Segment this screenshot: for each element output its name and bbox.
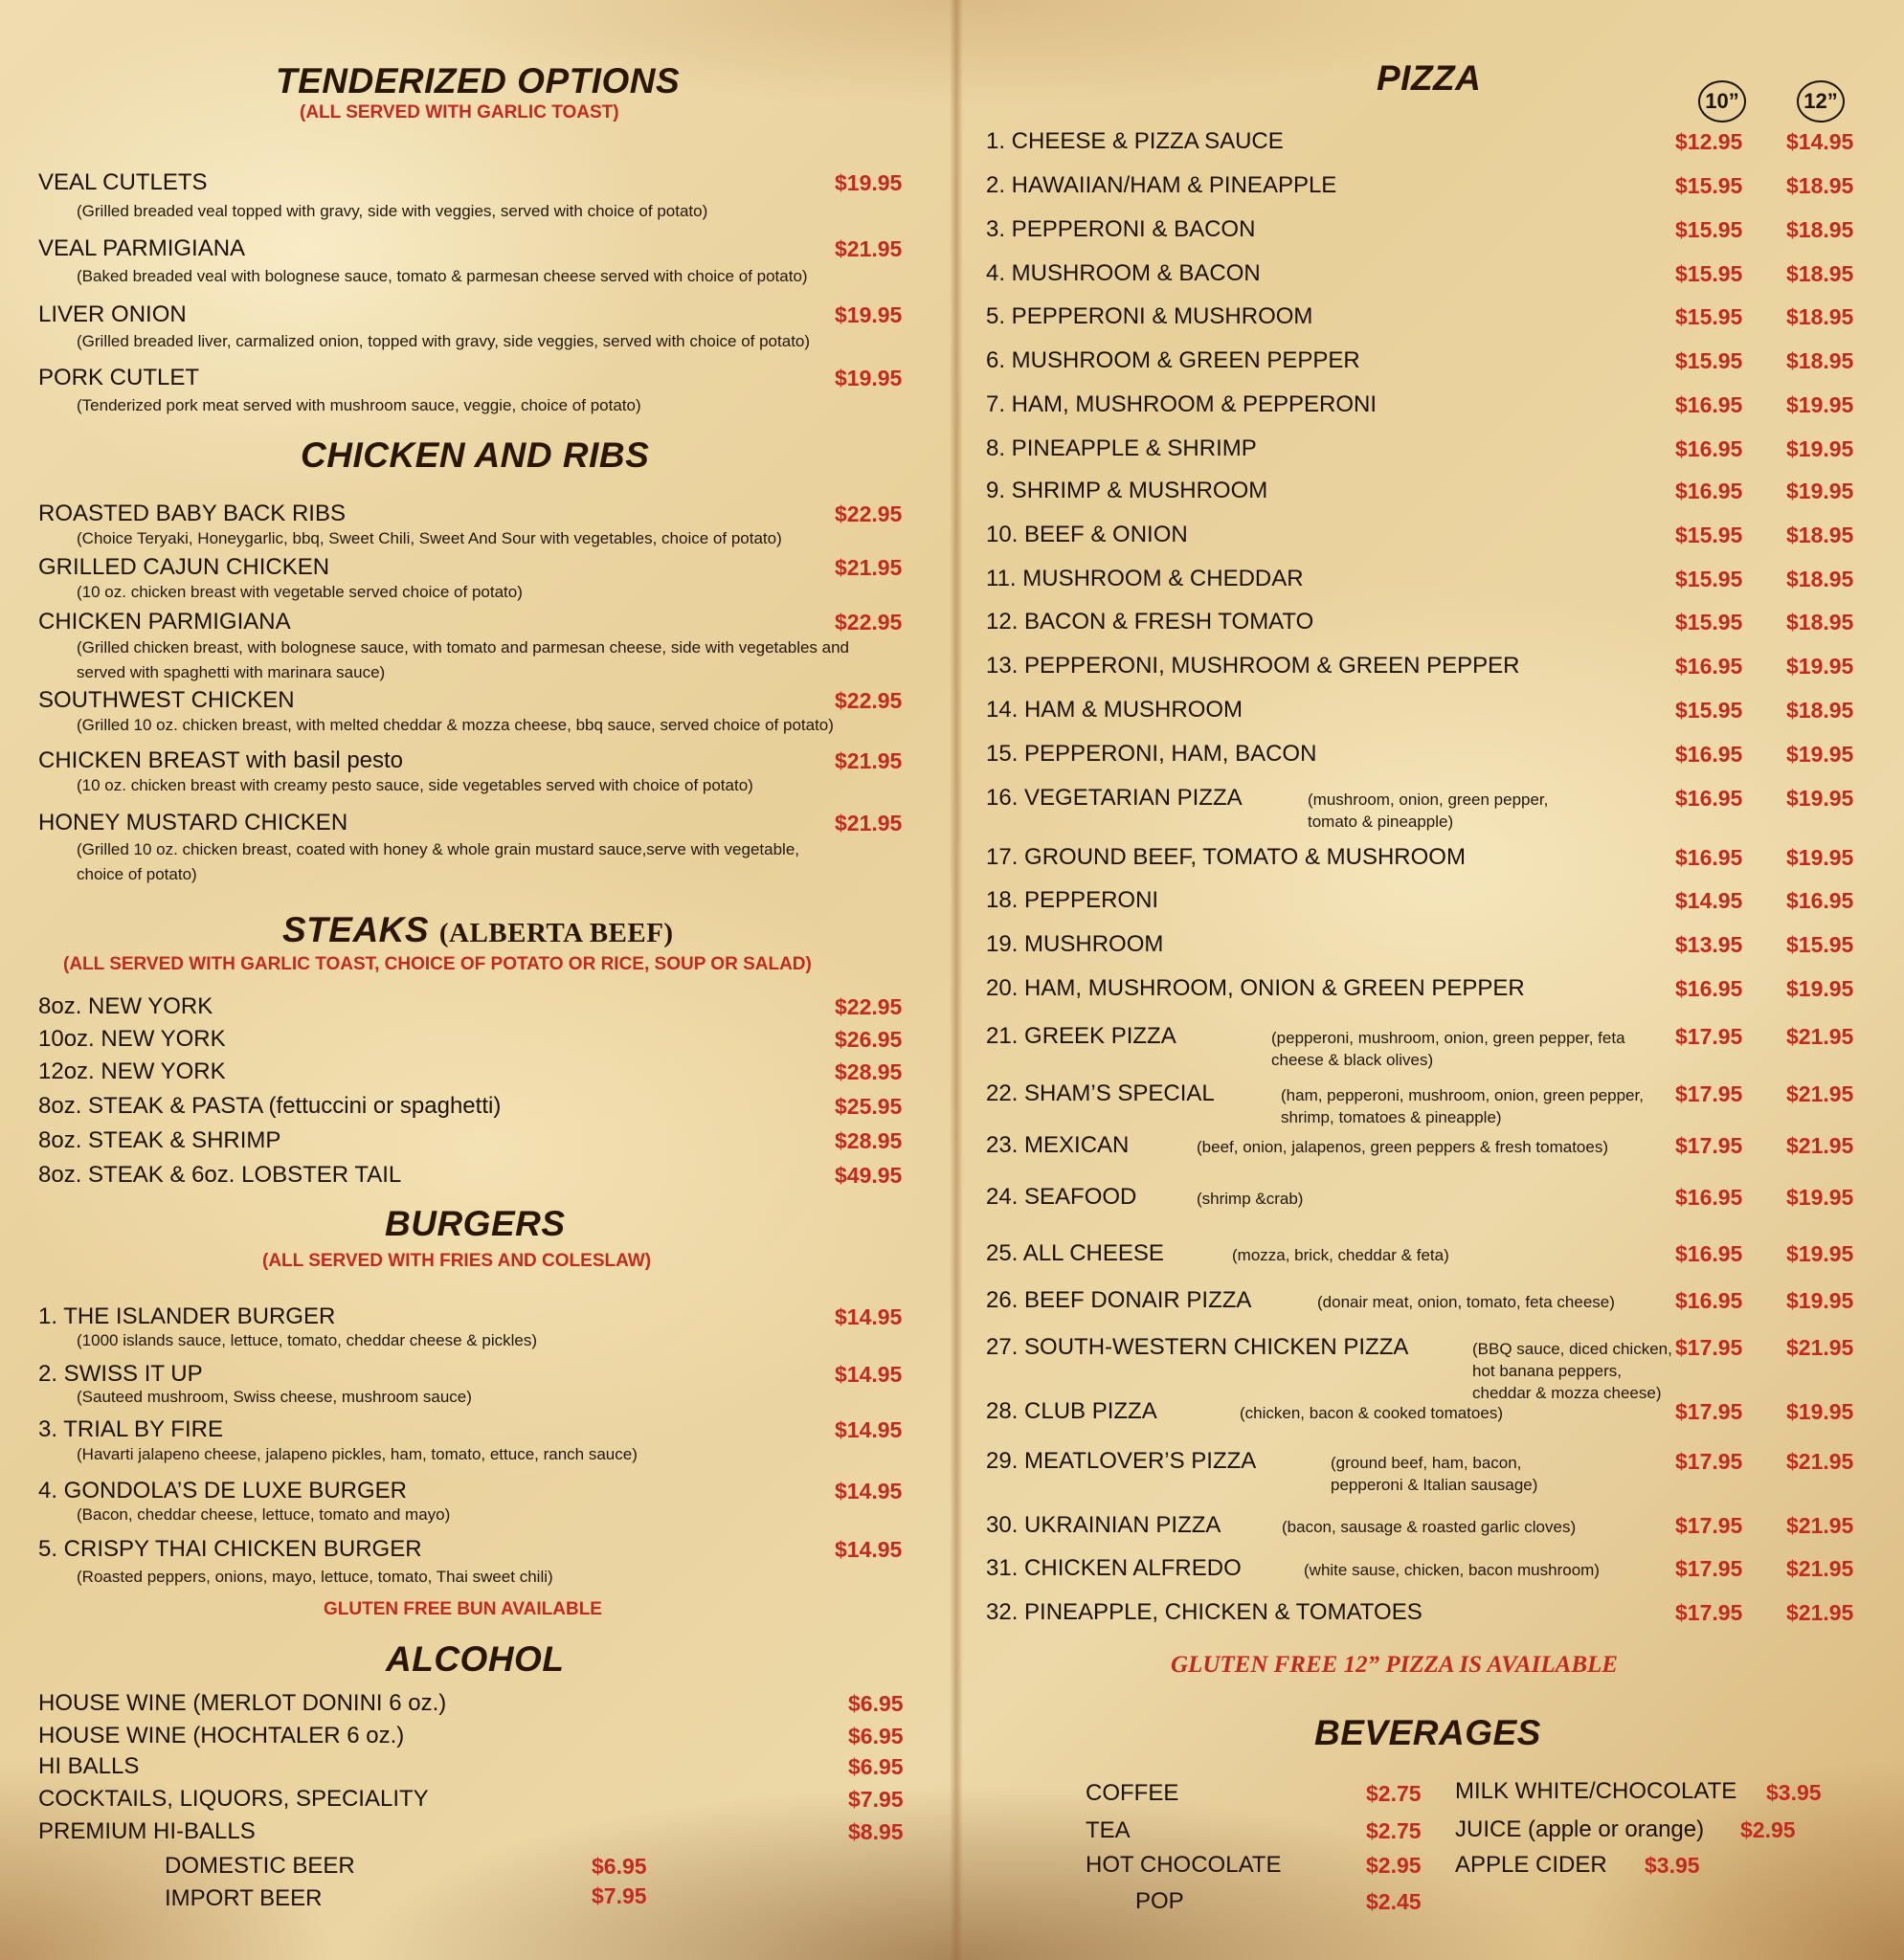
pizza-price-10: $16.95 <box>1675 479 1743 503</box>
pizza-price-12: $21.95 <box>1786 1335 1854 1360</box>
pizza-price-10: $17.95 <box>1675 1024 1743 1049</box>
pizza-price-10: $13.95 <box>1675 932 1743 957</box>
pizza-name: 8. PINEAPPLE & SHRIMP <box>986 435 1257 461</box>
beer-name: IMPORT BEER <box>165 1885 323 1911</box>
pizza-price-12: $21.95 <box>1786 1133 1854 1158</box>
pizza-price-10: $16.95 <box>1675 786 1743 811</box>
pizza-name: 24. SEAFOOD <box>986 1184 1137 1210</box>
menu-item-name: 8oz. STEAK & PASTA (fettuccini or spaghetti) <box>38 1093 502 1119</box>
pizza-price-10: $15.95 <box>1675 304 1743 329</box>
pizza-price-10: $15.95 <box>1675 610 1743 635</box>
section-title: TENDERIZED OPTIONS <box>276 61 681 100</box>
menu-item-desc: (Havarti jalapeno cheese, jalapeno pickles, ham, tomato, ettuce, ranch sauce) <box>77 1445 638 1463</box>
menu-item-desc: (Grilled 10 oz. chicken breast, with melted cheddar & mozza cheese, bbq sauce, served choice of potato) <box>77 716 834 734</box>
pizza-price-12: $18.95 <box>1786 523 1854 547</box>
beer-price: $7.95 <box>592 1883 647 1908</box>
menu-item-desc: (10 oz. chicken breast with vegetable served choice of potato) <box>77 583 523 601</box>
pizza-price-10: $15.95 <box>1675 348 1743 373</box>
menu-item-price: $22.95 <box>835 501 903 526</box>
section-title: BEVERAGES <box>1314 1713 1541 1752</box>
pizza-price-12: $18.95 <box>1786 698 1854 723</box>
pizza-desc: (bacon, sausage & roasted garlic cloves) <box>1282 1518 1577 1536</box>
pizza-price-12: $19.95 <box>1786 1399 1854 1424</box>
menu-item-price: $49.95 <box>835 1163 903 1188</box>
pizza-price-10: $16.95 <box>1675 1288 1743 1313</box>
pizza-price-12: $21.95 <box>1786 1449 1854 1474</box>
beer-name: DOMESTIC BEER <box>165 1853 355 1879</box>
pizza-name: 10. BEEF & ONION <box>986 522 1188 547</box>
pizza-price-12: $19.95 <box>1786 654 1854 679</box>
pizza-name: 9. SHRIMP & MUSHROOM <box>986 478 1268 503</box>
pizza-desc: (mushroom, onion, green pepper, tomato & pineapple) <box>1308 791 1549 831</box>
pizza-desc: (beef, onion, jalapenos, green peppers & fresh tomatoes) <box>1197 1138 1608 1156</box>
menu-item-price: $22.95 <box>835 994 903 1019</box>
menu-item-price: $22.95 <box>835 688 903 713</box>
pizza-name: 22. SHAM’S SPECIAL <box>986 1080 1215 1106</box>
menu-item-name: 4. GONDOLA’S DE LUXE BURGER <box>38 1478 407 1503</box>
pizza-name: 7. HAM, MUSHROOM & PEPPERONI <box>986 391 1378 417</box>
pizza-price-10: $15.95 <box>1675 698 1743 723</box>
menu-item-price: $14.95 <box>835 1362 903 1387</box>
pizza-price-12: $18.95 <box>1786 304 1854 329</box>
pizza-price-10: $17.95 <box>1675 1081 1743 1106</box>
pizza-desc: (ham, pepperoni, mushroom, onion, green pepper, shrimp, tomatoes & pineapple) <box>1281 1086 1644 1126</box>
menu-item-desc: (Tenderized pork meat served with mushroom sauce, veggie, choice of potato) <box>77 396 641 414</box>
menu-item-name: 3. TRIAL BY FIRE <box>38 1416 223 1442</box>
menu-item-desc: (Grilled chicken breast, with bolognese sauce, with tomato and parmesan cheese, side with vegetables and served with spaghetti with marinara sauce) <box>77 638 850 681</box>
pizza-name: 15. PEPPERONI, HAM, BACON <box>986 741 1317 767</box>
pizza-price-10: $15.95 <box>1675 217 1743 242</box>
pizza-price-12: $19.95 <box>1786 845 1854 870</box>
pizza-price-12: $18.95 <box>1786 610 1854 635</box>
pizza-price-12: $18.95 <box>1786 217 1854 242</box>
pizza-price-12: $14.95 <box>1786 129 1854 154</box>
pizza-name: 14. HAM & MUSHROOM <box>986 697 1243 723</box>
pizza-price-10: $12.95 <box>1675 129 1743 154</box>
menu-item-price: $28.95 <box>835 1128 903 1153</box>
menu-item-desc: (Grilled breaded liver, carmalized onion, topped with gravy, side veggies, served with choice of potato) <box>77 332 811 350</box>
pizza-name: 25. ALL CHEESE <box>986 1240 1164 1266</box>
pizza-name: 20. HAM, MUSHROOM, ONION & GREEN PEPPER <box>986 975 1525 1001</box>
pizza-price-12: $18.95 <box>1786 567 1854 591</box>
beverage-price: $2.75 <box>1366 1818 1422 1843</box>
section-title: PIZZA <box>1377 58 1482 98</box>
menu-item-name: HOUSE WINE (MERLOT DONINI 6 oz.) <box>38 1690 447 1716</box>
menu-item-name: COCKTAILS, LIQUORS, SPECIALITY <box>38 1786 429 1812</box>
pizza-price-12: $21.95 <box>1786 1081 1854 1106</box>
menu-item-price: $8.95 <box>848 1819 904 1844</box>
menu-item-price: $21.95 <box>835 811 903 835</box>
pizza-price-12: $18.95 <box>1786 348 1854 373</box>
pizza-name: 27. SOUTH-WESTERN CHICKEN PIZZA <box>986 1334 1409 1360</box>
gluten-free-note: GLUTEN FREE BUN AVAILABLE <box>324 1599 602 1619</box>
beverage-name: POP <box>1135 1888 1184 1914</box>
menu-item-name: ROASTED BABY BACK RIBS <box>38 501 346 526</box>
menu-item-desc: (Roasted peppers, onions, mayo, lettuce, tomato, Thai sweet chili) <box>77 1568 553 1586</box>
pizza-name: 2. HAWAIIAN/HAM & PINEAPPLE <box>986 172 1337 198</box>
menu-item-name: GRILLED CAJUN CHICKEN <box>38 554 330 580</box>
menu-item-price: $14.95 <box>835 1417 903 1442</box>
section-subtitle: (ALL SERVED WITH GARLIC TOAST) <box>300 102 619 122</box>
pizza-price-12: $21.95 <box>1786 1600 1854 1625</box>
pizza-name: 13. PEPPERONI, MUSHROOM & GREEN PEPPER <box>986 653 1520 679</box>
menu-item-desc: (Baked breaded veal with bolognese sauce, tomato & parmesan cheese served with choice of potato) <box>77 267 808 285</box>
menu-item-price: $6.95 <box>848 1691 904 1716</box>
pizza-price-10: $15.95 <box>1675 567 1743 591</box>
pizza-name: 26. BEEF DONAIR PIZZA <box>986 1287 1252 1313</box>
pizza-price-12: $19.95 <box>1786 436 1854 461</box>
menu-item-name: 2. SWISS IT UP <box>38 1361 203 1387</box>
pizza-price-10: $17.95 <box>1675 1133 1743 1158</box>
menu-item-desc: (Grilled 10 oz. chicken breast, coated with honey & whole grain mustard sauce,serve with vegetable, choice of potato) <box>77 840 800 883</box>
pizza-name: 5. PEPPERONI & MUSHROOM <box>986 303 1313 329</box>
menu-item-price: $21.95 <box>835 555 903 580</box>
beverage-name: COFFEE <box>1086 1780 1179 1806</box>
pizza-price-10: $16.95 <box>1675 436 1743 461</box>
menu-item-price: $19.95 <box>835 302 903 327</box>
section-title: BURGERS <box>385 1204 566 1243</box>
pizza-desc: (ground beef, ham, bacon, pepperoni & Italian sausage) <box>1331 1454 1538 1494</box>
beverage-name: TEA <box>1086 1817 1131 1843</box>
gluten-free-pizza-note: GLUTEN FREE 12” PIZZA IS AVAILABLE <box>1171 1652 1618 1678</box>
pizza-price-12: $21.95 <box>1786 1024 1854 1049</box>
pizza-name: 12. BACON & FRESH TOMATO <box>986 609 1314 635</box>
pizza-price-10: $16.95 <box>1675 845 1743 870</box>
section-title: ALCOHOL <box>386 1639 565 1679</box>
pizza-price-10: $16.95 <box>1675 1241 1743 1266</box>
pizza-price-12: $19.95 <box>1786 392 1854 417</box>
menu-item-name: PORK CUTLET <box>38 365 200 390</box>
beverage-price: $3.95 <box>1766 1780 1822 1805</box>
beverage-price: $2.95 <box>1366 1853 1422 1878</box>
pizza-desc: (white sause, chicken, bacon mushroom) <box>1304 1561 1600 1579</box>
menu-item-price: $22.95 <box>835 610 903 635</box>
section-subtitle: (ALL SERVED WITH FRIES AND COLESLAW) <box>262 1251 652 1271</box>
beverage-name: JUICE (apple or orange) <box>1455 1816 1705 1842</box>
menu-item-name: VEAL CUTLETS <box>38 169 208 195</box>
menu-item-desc: (Grilled breaded veal topped with gravy, side with veggies, served with choice of potato) <box>77 202 708 220</box>
pizza-price-10: $16.95 <box>1675 654 1743 679</box>
beverage-price: $2.75 <box>1366 1781 1422 1806</box>
beverage-price: $2.45 <box>1366 1889 1422 1914</box>
pizza-price-12: $21.95 <box>1786 1513 1854 1538</box>
pizza-name: 4. MUSHROOM & BACON <box>986 260 1261 286</box>
menu-item-price: $19.95 <box>835 170 903 195</box>
pizza-price-12: $19.95 <box>1786 976 1854 1001</box>
menu-item-name: 8oz. STEAK & 6oz. LOBSTER TAIL <box>38 1162 402 1188</box>
pizza-price-12: $19.95 <box>1786 479 1854 503</box>
pizza-price-12: $19.95 <box>1786 1185 1854 1210</box>
menu-item-price: $21.95 <box>835 236 903 261</box>
pizza-name: 23. MEXICAN <box>986 1132 1130 1158</box>
menu-item-name: HI BALLS <box>38 1753 140 1779</box>
pizza-price-10: $17.95 <box>1675 1513 1743 1538</box>
pizza-name: 16. VEGETARIAN PIZZA <box>986 785 1243 811</box>
menu-item-desc: (1000 islands sauce, lettuce, tomato, cheddar cheese & pickles) <box>77 1331 537 1349</box>
pizza-desc: (mozza, brick, cheddar & feta) <box>1232 1246 1449 1264</box>
menu-item-name: HONEY MUSTARD CHICKEN <box>38 810 348 835</box>
menu-item-desc: (10 oz. chicken breast with creamy pesto sauce, side vegetables served with choice of potato) <box>77 776 753 794</box>
menu-item-price: $14.95 <box>835 1479 903 1503</box>
menu-item-price: $6.95 <box>848 1754 904 1779</box>
menu-item-name: 12oz. NEW YORK <box>38 1058 226 1084</box>
pizza-name: 21. GREEK PIZZA <box>986 1023 1176 1049</box>
menu-item-price: $21.95 <box>835 748 903 773</box>
beverage-price: $2.95 <box>1740 1817 1796 1842</box>
menu-item-name: CHICKEN BREAST with basil pesto <box>38 747 404 773</box>
menu-item-desc: (Bacon, cheddar cheese, lettuce, tomato and mayo) <box>77 1505 451 1524</box>
pizza-name: 17. GROUND BEEF, TOMATO & MUSHROOM <box>986 844 1466 870</box>
pizza-price-10: $17.95 <box>1675 1399 1743 1424</box>
pizza-price-10: $17.95 <box>1675 1335 1743 1360</box>
pizza-price-10: $15.95 <box>1675 261 1743 286</box>
menu-item-name: HOUSE WINE (HOCHTALER 6 oz.) <box>38 1723 405 1748</box>
pizza-price-10: $16.95 <box>1675 742 1743 767</box>
menu-item-price: $26.95 <box>835 1027 903 1052</box>
menu-item-price: $25.95 <box>835 1094 903 1119</box>
menu-item-price: $28.95 <box>835 1059 903 1084</box>
menu-item-name: VEAL PARMIGIANA <box>38 235 246 261</box>
pizza-desc: (chicken, bacon & cooked tomatoes) <box>1240 1404 1503 1422</box>
section-subtitle: (ALL SERVED WITH GARLIC TOAST, CHOICE OF POTATO OR RICE, SOUP OR SALAD) <box>63 954 812 974</box>
pizza-price-12: $19.95 <box>1786 1288 1854 1313</box>
pizza-name: 31. CHICKEN ALFREDO <box>986 1555 1242 1581</box>
menu-item-price: $14.95 <box>835 1304 903 1329</box>
pizza-desc: (shrimp &crab) <box>1197 1190 1304 1208</box>
pizza-name: 3. PEPPERONI & BACON <box>986 216 1256 242</box>
pizza-price-10: $16.95 <box>1675 392 1743 417</box>
menu-item-name: 1. THE ISLANDER BURGER <box>38 1303 336 1329</box>
section-title-main: STEAKS <box>282 910 430 949</box>
menu-item-name: CHICKEN PARMIGIANA <box>38 609 291 635</box>
menu-item-price: $7.95 <box>848 1787 904 1812</box>
pizza-price-10: $15.95 <box>1675 173 1743 198</box>
size-12-badge: 12” <box>1797 80 1845 122</box>
beverage-name: MILK WHITE/CHOCOLATE <box>1455 1778 1737 1804</box>
section-title: CHICKEN AND RIBS <box>301 435 650 475</box>
pizza-price-10: $17.95 <box>1675 1556 1743 1581</box>
pizza-price-10: $14.95 <box>1675 888 1743 913</box>
beer-price: $6.95 <box>592 1854 647 1879</box>
pizza-price-12: $19.95 <box>1786 1241 1854 1266</box>
pizza-price-12: $18.95 <box>1786 261 1854 286</box>
pizza-name: 19. MUSHROOM <box>986 931 1164 957</box>
pizza-name: 11. MUSHROOM & CHEDDAR <box>986 566 1304 591</box>
pizza-name: 18. PEPPERONI <box>986 887 1159 913</box>
pizza-name: 30. UKRAINIAN PIZZA <box>986 1512 1221 1538</box>
menu-item-name: 10oz. NEW YORK <box>38 1026 226 1052</box>
pizza-name: 6. MUSHROOM & GREEN PEPPER <box>986 347 1360 373</box>
pizza-price-12: $21.95 <box>1786 1556 1854 1581</box>
section-title-extra: (ALBERTA BEEF) <box>438 918 674 948</box>
menu-item-name: LIVER ONION <box>38 301 187 327</box>
page-fold <box>950 0 963 1960</box>
menu-item-name: PREMIUM HI-BALLS <box>38 1818 256 1844</box>
menu-item-name: SOUTHWEST CHICKEN <box>38 687 295 713</box>
size-10-badge: 10” <box>1698 80 1746 122</box>
menu-item-name: 8oz. NEW YORK <box>38 993 213 1019</box>
pizza-name: 1. CHEESE & PIZZA SAUCE <box>986 128 1284 154</box>
pizza-price-10: $16.95 <box>1675 976 1743 1001</box>
beverage-name: HOT CHOCOLATE <box>1086 1852 1282 1878</box>
pizza-price-12: $19.95 <box>1786 742 1854 767</box>
menu-item-desc: (Sauteed mushroom, Swiss cheese, mushroom sauce) <box>77 1388 472 1406</box>
pizza-name: 29. MEATLOVER’S PIZZA <box>986 1448 1257 1474</box>
menu-item-desc: (Choice Teryaki, Honeygarlic, bbq, Sweet Chili, Sweet And Sour with vegetables, choice of potato) <box>77 529 782 547</box>
pizza-price-10: $15.95 <box>1675 523 1743 547</box>
beverage-price: $3.95 <box>1645 1853 1700 1878</box>
menu-item-price: $6.95 <box>848 1724 904 1748</box>
pizza-price-12: $19.95 <box>1786 786 1854 811</box>
pizza-price-12: $18.95 <box>1786 173 1854 198</box>
pizza-price-12: $15.95 <box>1786 932 1854 957</box>
pizza-price-12: $16.95 <box>1786 888 1854 913</box>
beverage-name: APPLE CIDER <box>1455 1852 1607 1878</box>
section-title <box>282 910 674 950</box>
menu-item-price: $19.95 <box>835 366 903 390</box>
pizza-price-10: $17.95 <box>1675 1449 1743 1474</box>
pizza-desc: (BBQ sauce, diced chicken, hot banana peppers, cheddar & mozza cheese) <box>1472 1340 1672 1402</box>
pizza-name: 28. CLUB PIZZA <box>986 1398 1157 1424</box>
pizza-desc: (donair meat, onion, tomato, feta cheese) <box>1317 1293 1615 1311</box>
menu-item-name: 5. CRISPY THAI CHICKEN BURGER <box>38 1536 422 1562</box>
menu-item-price: $14.95 <box>835 1537 903 1562</box>
pizza-price-10: $16.95 <box>1675 1185 1743 1210</box>
pizza-desc: (pepperoni, mushroom, onion, green pepper, feta cheese & black olives) <box>1271 1029 1625 1069</box>
pizza-price-10: $17.95 <box>1675 1600 1743 1625</box>
pizza-name: 32. PINEAPPLE, CHICKEN & TOMATOES <box>986 1599 1422 1625</box>
menu-item-name: 8oz. STEAK & SHRIMP <box>38 1127 281 1153</box>
